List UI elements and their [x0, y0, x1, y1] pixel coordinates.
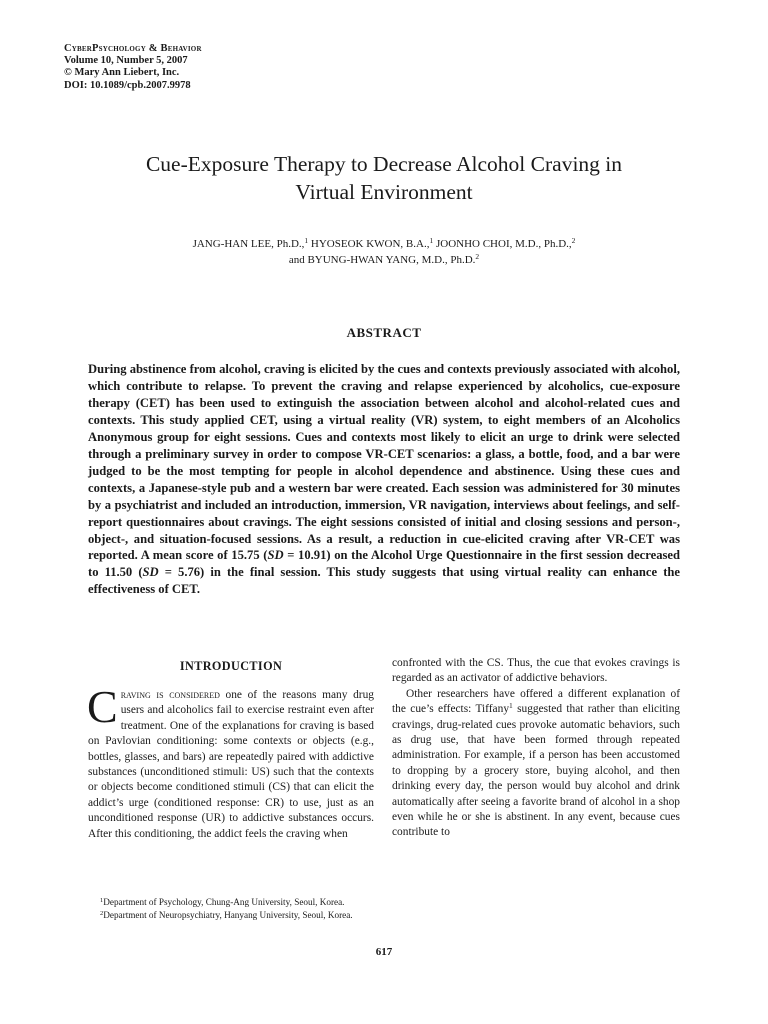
introduction-paragraph-2 — [392, 687, 680, 841]
abstract-text — [88, 361, 680, 598]
opening-small-caps: raving is considered — [120, 689, 220, 701]
introduction-paragraph-1-continued: confronted with the CS. Thus, the cue that evokes cravings is regarded as an activator of addictive behaviors. — [392, 657, 680, 685]
journal-header — [64, 43, 202, 92]
author-3-affiliation-mark: 2 — [571, 236, 576, 245]
journal-copyright: © Mary Ann Liebert, Inc. — [64, 67, 180, 79]
footnote-2-mark: 2 — [100, 910, 104, 918]
journal-volume: Volume 10, Number 5, 2007 — [64, 55, 188, 67]
abstract-text-part-1: During abstinence from alcohol, craving is elicited by the cues and contexts previously associated with alcohol, which contribute to relapse. To prevent the craving and relapse experienced by alcoholics, cue-exposure therapy (CET) has been used to extinguish the association between alcohol and alcohol-related cues and contexts. This study applied CET, using a virtual reality (VR) system, to eight members of an Alcoholics Anonymous group for eight sessions. Cues and contexts most likely to elicit an urge to drink were selected through a preliminary survey in order to compose VR-CET scenarios: a glass, a bottle, food, and a bar were judged to be the most tempting for people in alcohol dependence and abstinence. Using these cues and contexts, a Japanese-style pub and a western bar were created. Each session was administered for 30 minutes by a psychiatrist and included an introduction, immersion, VR navigation, interviews about feelings, and self-report questionnaires about cravings. The eight sessions consisted of initial and closing sessions and person-, object-, and situation-focused sessions. As a result, a reduction in cue-elicited craving after VR-CET was reported. A mean score of 15.75 ( — [88, 362, 680, 563]
author-2-affiliation-mark: 1 — [429, 236, 434, 245]
left-column — [88, 658, 374, 842]
introduction-paragraph-1-text: one of the reasons many drug users and alcoholics fail to exercise restraint even after treatment. One of the explanations for craving is based on Pavlovian conditioning: some contexts or objects (e.g., bottles, glasses, and bars) are repeatedly paired with addictive substances (unconditioned stimuli: US) such that the contexts or objects become conditioned stimuli (CS) that can elicit the addict’s urge (conditioned response: CR) to use, just as an unconditioned response (UR) to addictive substances occurs. After this conditioning, the addict feels the craving when — [88, 689, 374, 840]
author-4-affiliation-mark: 2 — [475, 251, 480, 261]
drop-cap: C — [87, 681, 118, 732]
abstract-text-part-2: = 10.91) on the Alcohol Urge Questionnaire in the first session decreased to 11.50 ( — [88, 548, 680, 580]
introduction-heading: INTRODUCTION — [179, 659, 283, 673]
footnote-1-mark: 1 — [100, 897, 104, 904]
abstract-sd-label-2: SD — [142, 565, 159, 580]
introduction-paragraph-2-text-b: suggested that rather than eliciting cravings, drug-related cues provoke automatic behaviors, such as drug use, that have been formed through repeated administration. For example, if a person has been accustomed to dropping by a grocery store, buying alcohol, and then drinking every day, the person would buy alcohol and drink automatically after seeing a favorite brand of alcohol in a shop even while he or she is abstinent. In any event, because cues contribute to — [392, 703, 680, 839]
right-column — [392, 656, 680, 841]
introduction-paragraph-2-text-a: Other researchers have offered a different explanation of the cue’s effects: Tiffany — [392, 687, 680, 716]
citation-reference: 1 — [509, 701, 513, 711]
footnote-2 — [100, 909, 660, 922]
article-title — [70, 150, 698, 206]
article-title-line-1: Cue-Exposure Therapy to Decrease Alcohol Craving in — [145, 152, 623, 176]
author-1: JANG-HAN LEE, Ph.D., — [192, 238, 305, 250]
footnote-1-text: Department of Psychology, Chung-Ang University, Seoul, Korea. — [103, 897, 345, 907]
abstract-heading: ABSTRACT — [346, 325, 422, 340]
footnote-1 — [100, 896, 660, 909]
author-3: JOONHO CHOI, M.D., Ph.D., — [433, 238, 572, 250]
introduction-paragraph-1 — [87, 681, 374, 842]
author-list — [60, 237, 708, 268]
journal-doi: DOI: 10.1089/cpb.2007.9978 — [64, 79, 191, 91]
article-title-line-2: Virtual Environment — [295, 180, 473, 204]
journal-name: CyberPsychology & Behavior — [64, 43, 202, 54]
author-4: and BYUNG-HWAN YANG, M.D., Ph.D. — [288, 253, 476, 266]
footnotes — [100, 896, 660, 923]
author-1-affiliation-mark: 1 — [304, 236, 309, 245]
author-2: HYOSEOK KWON, B.A., — [308, 238, 430, 250]
page-number: 617 — [375, 946, 393, 958]
footnote-2-text: Department of Neuropsychiatry, Hanyang University, Seoul, Korea. — [103, 910, 353, 921]
abstract-text-part-3: = 5.76) in the final session. This study suggests that using virtual reality can enhance the effectiveness of CET. — [88, 565, 680, 597]
abstract-sd-label-1: SD — [267, 548, 284, 563]
